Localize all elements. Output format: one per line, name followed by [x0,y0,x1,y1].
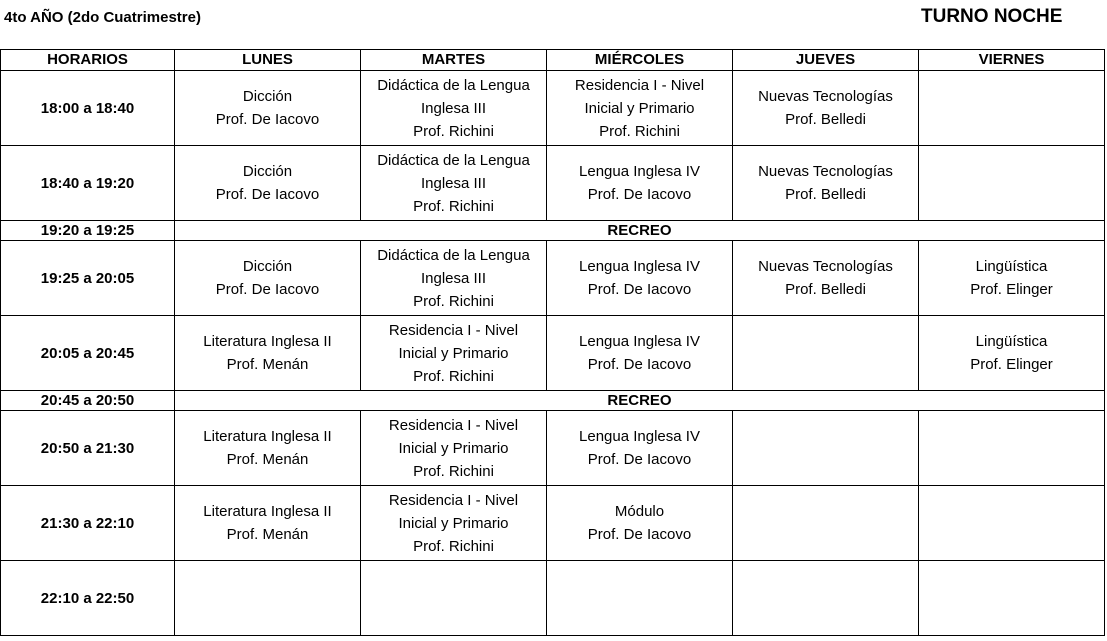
class-cell [175,411,361,486]
schedule-row [1,71,1105,146]
break-row [1,391,1105,411]
teacher-name: Prof. Richini [413,292,494,310]
class-cell [175,486,361,561]
subject-text: Inicial y Primario [584,99,695,117]
subject-text: Inicial y Primario [398,344,509,362]
subject-text: Lengua Inglesa IV [579,428,700,445]
schedule-row [1,486,1105,561]
class-cell [919,316,1105,391]
class-cell [733,71,919,146]
subject-text: Didáctica de la Lengua [377,151,530,169]
schedule-row [1,241,1105,316]
subject-text: Literatura Inglesa II [203,503,332,520]
class-cell [919,71,1105,146]
teacher-name: Prof. Menán [226,451,309,468]
teacher-name: Prof. De Iacovo [587,281,692,298]
subject-text: Lingüística [975,258,1048,275]
teacher-name: Prof. De Iacovo [587,356,692,373]
teacher-name: Prof. Richini [413,537,494,555]
break-row [1,221,1105,241]
class-cell [547,71,733,146]
class-cell [733,561,919,636]
teacher-name: Prof. Menán [226,356,309,373]
schedule-body [1,50,1105,636]
subject-text: Literatura Inglesa II [203,333,332,350]
subject-text: Nuevas Tecnologías [758,163,893,180]
teacher-name: Prof. Richini [413,197,494,215]
class-cell [547,241,733,316]
column-header-miercoles: MIÉRCOLES [547,50,733,71]
class-cell [175,71,361,146]
teacher-name: Prof. Richini [413,122,494,140]
class-cell [175,316,361,391]
subject-text: Dicción [242,88,293,105]
teacher-name: Prof. De Iacovo [215,281,320,298]
class-cell [547,146,733,221]
class-cell [919,561,1105,636]
class-cell [733,486,919,561]
teacher-name: Prof. De Iacovo [215,111,320,128]
subject-text: Nuevas Tecnologías [758,258,893,275]
time-slot: 20:05 a 20:45 [1,316,175,391]
subject-text: Inicial y Primario [398,514,509,532]
class-cell [547,561,733,636]
subject-text: Inglesa III [420,174,487,192]
subject-text: Lengua Inglesa IV [579,163,700,180]
teacher-name: Prof. De Iacovo [587,526,692,543]
column-header-viernes: VIERNES [919,50,1105,71]
class-cell [733,146,919,221]
header-row [1,50,1105,71]
subject-text: Residencia I - Nivel [388,416,519,434]
time-slot: 18:00 a 18:40 [1,71,175,146]
class-cell [733,316,919,391]
time-slot: 19:25 a 20:05 [1,241,175,316]
teacher-name: Prof. Belledi [785,186,866,203]
time-slot: 20:50 a 21:30 [1,411,175,486]
class-cell [919,146,1105,221]
subject-text: Lengua Inglesa IV [579,258,700,275]
shift-label: TURNO NOCHE [921,6,1063,27]
class-cell [733,241,919,316]
subject-text: Residencia I - Nivel [388,321,519,339]
column-header-martes: MARTES [361,50,547,71]
column-header-horarios: HORARIOS [1,50,175,71]
teacher-name: Prof. Elinger [970,356,1053,373]
class-cell [361,561,547,636]
teacher-name: Prof. De Iacovo [587,451,692,468]
subject-text: Inglesa III [420,269,487,287]
subject-text: Inicial y Primario [398,439,509,457]
subject-text: Didáctica de la Lengua [377,246,530,264]
time-slot: 22:10 a 22:50 [1,561,175,636]
class-cell [361,241,547,316]
schedule-row [1,146,1105,221]
time-slot: 18:40 a 19:20 [1,146,175,221]
column-header-jueves: JUEVES [733,50,919,71]
class-cell [547,486,733,561]
class-cell [361,146,547,221]
subject-text: Lingüística [975,333,1048,350]
class-cell [175,561,361,636]
subject-text: Nuevas Tecnologías [758,88,893,105]
teacher-name: Prof. Belledi [785,111,866,128]
class-cell [175,146,361,221]
teacher-name: Prof. De Iacovo [215,186,320,203]
teacher-name: Prof. Richini [599,122,680,140]
subject-text: Dicción [242,163,293,180]
subject-text: Residencia I - Nivel [574,76,705,94]
subject-text: Literatura Inglesa II [203,428,332,445]
class-cell [547,411,733,486]
class-cell [919,411,1105,486]
time-slot: 19:20 a 19:25 [1,221,175,241]
class-cell [361,316,547,391]
subject-text: Inglesa III [420,99,487,117]
teacher-name: Prof. Richini [413,367,494,385]
class-cell [175,241,361,316]
break-label: RECREO [175,391,1105,411]
schedule-row [1,316,1105,391]
class-cell [361,411,547,486]
time-slot: 20:45 a 20:50 [1,391,175,411]
class-cell [733,411,919,486]
subject-text: Lengua Inglesa IV [579,333,700,350]
class-cell [361,71,547,146]
column-header-lunes: LUNES [175,50,361,71]
teacher-name: Prof. Elinger [970,281,1053,298]
subject-text: Didáctica de la Lengua [377,76,530,94]
schedule-row [1,411,1105,486]
schedule-row [1,561,1105,636]
subject-text: Dicción [242,258,293,275]
class-cell [919,486,1105,561]
page-title: 4to AÑO (2do Cuatrimestre) [4,9,201,26]
teacher-name: Prof. De Iacovo [587,186,692,203]
teacher-name: Prof. Menán [226,526,309,543]
class-cell [919,241,1105,316]
schedule-table [0,49,1105,636]
class-cell [547,316,733,391]
teacher-name: Prof. Richini [413,462,494,480]
class-cell [361,486,547,561]
time-slot: 21:30 a 22:10 [1,486,175,561]
subject-text: Residencia I - Nivel [388,491,519,509]
teacher-name: Prof. Belledi [785,281,866,298]
subject-text: Módulo [614,503,665,520]
break-label: RECREO [175,221,1105,241]
